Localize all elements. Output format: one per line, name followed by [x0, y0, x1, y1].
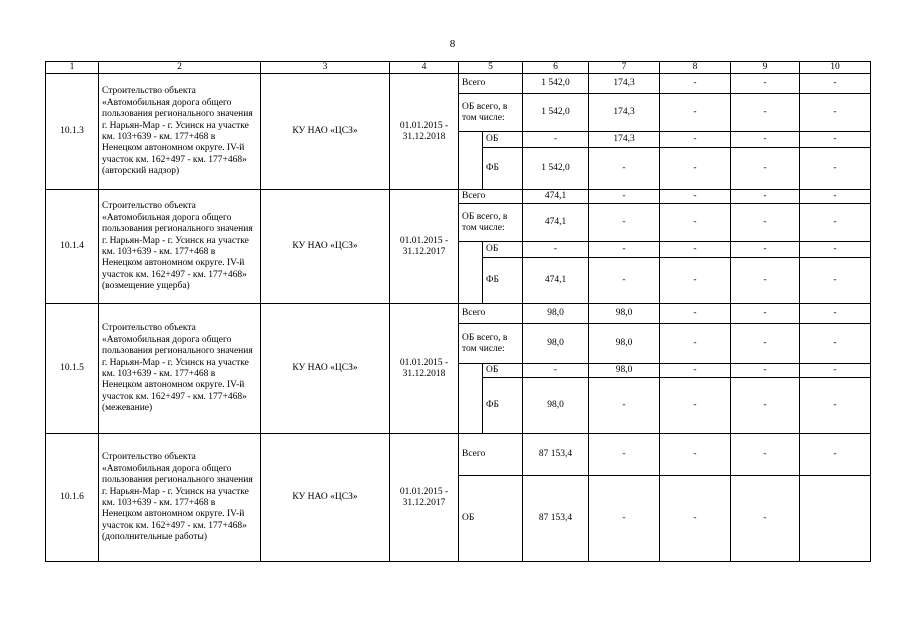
period: 01.01.2015 - 31.12.2017	[390, 190, 459, 304]
value-cell: -	[660, 132, 731, 148]
header-row	[46, 62, 871, 74]
object-name: Строительство объекта «Автомобильная дорога общего пользования регионального значения г. Нарьян-Мар - г. Усинск на участке км. 103+639 - км. 177+468 в Ненецком автономном округе. IV-й участок км. 162+497 - км. 177+468» (возмещение ущерба)	[99, 190, 261, 304]
value-cell: -	[800, 434, 871, 476]
value-cell: 98,0	[589, 304, 660, 324]
value-cell: -	[660, 476, 731, 562]
source-label: Всего	[459, 304, 523, 324]
value-cell: -	[660, 258, 731, 304]
value-cell: -	[589, 258, 660, 304]
value-cell: 87 153,4	[523, 434, 589, 476]
value-cell: -	[660, 378, 731, 434]
value-cell: -	[731, 378, 800, 434]
subsource-gap	[459, 364, 483, 434]
header-cell-1: 1	[46, 62, 99, 74]
row-number: 10.1.6	[46, 434, 99, 562]
value-cell: -	[589, 148, 660, 190]
value-cell: -	[800, 190, 871, 204]
value-cell: -	[731, 204, 800, 242]
value-cell: -	[660, 304, 731, 324]
source-label: ОБ	[483, 132, 523, 148]
value-cell: 87 153,4	[523, 476, 589, 562]
value-cell: 98,0	[523, 324, 589, 364]
header-cell-4: 4	[390, 62, 459, 74]
header-cell-10: 10	[800, 62, 871, 74]
value-cell: -	[800, 204, 871, 242]
object-name: Строительство объекта «Автомобильная дорога общего пользования регионального значения г. Нарьян-Мар - г. Усинск на участке км. 103+639 - км. 177+468 в Ненецком автономном округе. IV-й участок км. 162+497 - км. 177+468» (авторский надзор)	[99, 74, 261, 190]
value-cell: -	[660, 434, 731, 476]
header-cell-2: 2	[99, 62, 261, 74]
value-cell: -	[731, 434, 800, 476]
value-cell: -	[660, 74, 731, 94]
source-label: ОБ всего, в том числе:	[459, 204, 523, 242]
value-cell: -	[731, 148, 800, 190]
value-cell: -	[731, 242, 800, 258]
value-cell: -	[800, 242, 871, 258]
source-label: Всего	[459, 190, 523, 204]
value-cell: -	[660, 364, 731, 378]
header-cell-6: 6	[523, 62, 589, 74]
value-cell: -	[660, 148, 731, 190]
value-cell	[800, 476, 871, 562]
value-cell: -	[660, 94, 731, 132]
value-cell: -	[800, 378, 871, 434]
value-cell: -	[800, 258, 871, 304]
table-row	[46, 304, 871, 324]
value-cell: -	[800, 74, 871, 94]
value-cell: -	[731, 190, 800, 204]
source-label: ФБ	[483, 258, 523, 304]
value-cell: -	[800, 304, 871, 324]
value-cell: -	[660, 204, 731, 242]
value-cell: -	[800, 364, 871, 378]
value-cell: -	[731, 132, 800, 148]
value-cell: -	[589, 190, 660, 204]
value-cell: -	[523, 242, 589, 258]
header-cell-9: 9	[731, 62, 800, 74]
executor: КУ НАО «ЦСЗ»	[261, 74, 390, 190]
value-cell: -	[589, 378, 660, 434]
value-cell: 1 542,0	[523, 94, 589, 132]
value-cell: 474,1	[523, 204, 589, 242]
value-cell: 174,3	[589, 94, 660, 132]
value-cell: -	[731, 74, 800, 94]
value-cell: 474,1	[523, 190, 589, 204]
source-label: ФБ	[483, 148, 523, 190]
value-cell: 174,3	[589, 74, 660, 94]
period: 01.01.2015 - 31.12.2018	[390, 304, 459, 434]
subsource-gap	[459, 242, 483, 304]
value-cell: -	[523, 364, 589, 378]
page-number: 8	[449, 38, 456, 50]
value-cell: -	[731, 476, 800, 562]
source-label: Всего	[459, 74, 523, 94]
table-row	[46, 434, 871, 476]
executor: КУ НАО «ЦСЗ»	[261, 434, 390, 562]
budget-table	[45, 61, 871, 562]
executor: КУ НАО «ЦСЗ»	[261, 304, 390, 434]
value-cell: 98,0	[523, 304, 589, 324]
source-label: ОБ всего, в том числе:	[459, 94, 523, 132]
row-number: 10.1.5	[46, 304, 99, 434]
value-cell: -	[731, 364, 800, 378]
value-cell: -	[660, 242, 731, 258]
value-cell: -	[589, 242, 660, 258]
value-cell: -	[731, 94, 800, 132]
value-cell: -	[800, 132, 871, 148]
value-cell: -	[589, 434, 660, 476]
value-cell: -	[731, 258, 800, 304]
value-cell: -	[731, 304, 800, 324]
source-label: Всего	[459, 434, 523, 476]
table-row	[46, 190, 871, 204]
header-cell-7: 7	[589, 62, 660, 74]
value-cell: -	[800, 94, 871, 132]
value-cell: -	[523, 132, 589, 148]
value-cell: 98,0	[523, 378, 589, 434]
value-cell: 98,0	[589, 324, 660, 364]
executor: КУ НАО «ЦСЗ»	[261, 190, 390, 304]
value-cell: -	[800, 148, 871, 190]
source-label: ОБ	[459, 476, 523, 562]
source-label: ОБ	[483, 242, 523, 258]
value-cell: -	[660, 324, 731, 364]
subsource-gap	[459, 132, 483, 190]
header-cell-5: 5	[459, 62, 523, 74]
source-label: ФБ	[483, 378, 523, 434]
value-cell: -	[731, 324, 800, 364]
header-cell-3: 3	[261, 62, 390, 74]
value-cell: 98,0	[589, 364, 660, 378]
value-cell: -	[800, 324, 871, 364]
value-cell: 1 542,0	[523, 74, 589, 94]
value-cell: 174,3	[589, 132, 660, 148]
row-number: 10.1.4	[46, 190, 99, 304]
row-number: 10.1.3	[46, 74, 99, 190]
object-name: Строительство объекта «Автомобильная дорога общего пользования регионального значения г. Нарьян-Мар - г. Усинск на участке км. 103+639 - км. 177+468 в Ненецком автономном округе. IV-й участок км. 162+497 - км. 177+468» (дополнительные работы)	[99, 434, 261, 562]
value-cell: -	[589, 204, 660, 242]
source-label: ОБ	[483, 364, 523, 378]
value-cell: -	[660, 190, 731, 204]
header-cell-8: 8	[660, 62, 731, 74]
value-cell: -	[589, 476, 660, 562]
period: 01.01.2015 - 31.12.2018	[390, 74, 459, 190]
period: 01.01.2015 - 31.12.2017	[390, 434, 459, 562]
object-name: Строительство объекта «Автомобильная дорога общего пользования регионального значения г. Нарьян-Мар - г. Усинск на участке км. 103+639 - км. 177+468 в Ненецком автономном округе. IV-й участок км. 162+497 - км. 177+468» (межевание)	[99, 304, 261, 434]
value-cell: 1 542,0	[523, 148, 589, 190]
value-cell: 474,1	[523, 258, 589, 304]
source-label: ОБ всего, в том числе:	[459, 324, 523, 364]
table-row	[46, 74, 871, 94]
